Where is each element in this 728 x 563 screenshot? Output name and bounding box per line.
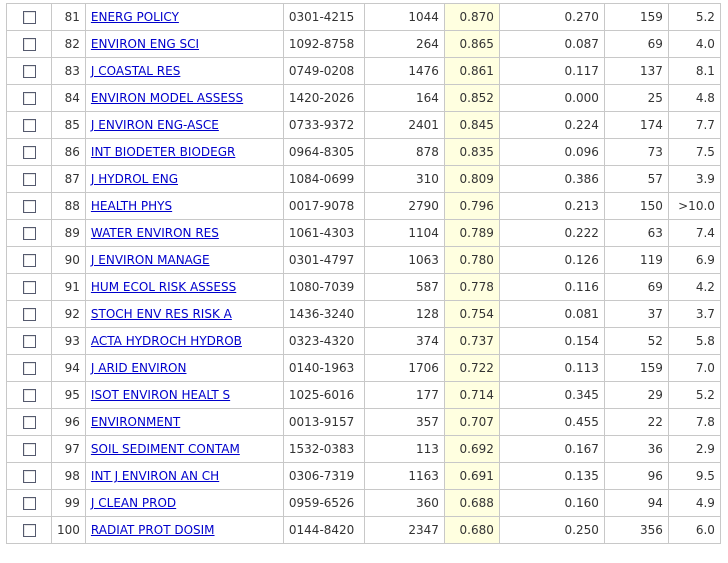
immediacy-index-cell: 0.081: [499, 301, 604, 328]
total-cites-cell: 357: [364, 409, 444, 436]
cited-half-life-cell: 5.2: [668, 382, 720, 409]
select-checkbox[interactable]: [23, 65, 36, 78]
issn-cell: 1532-0383: [283, 436, 364, 463]
select-checkbox[interactable]: [23, 335, 36, 348]
select-checkbox[interactable]: [23, 524, 36, 537]
articles-cell: 150: [604, 193, 668, 220]
total-cites-cell: 113: [364, 436, 444, 463]
journal-title-link[interactable]: INT J ENVIRON AN CH: [90, 469, 220, 483]
impact-factor-cell: 0.778: [444, 274, 499, 301]
select-cell: [7, 220, 52, 247]
table-row: [7, 382, 721, 409]
select-checkbox[interactable]: [23, 281, 36, 294]
cited-half-life-cell: 4.0: [668, 31, 720, 58]
cited-half-life-cell: 4.9: [668, 490, 720, 517]
articles-cell: 22: [604, 409, 668, 436]
immediacy-index-cell: 0.345: [499, 382, 604, 409]
select-checkbox[interactable]: [23, 497, 36, 510]
table-row: [7, 220, 721, 247]
cited-half-life-cell: 7.5: [668, 139, 720, 166]
immediacy-index-cell: 0.386: [499, 166, 604, 193]
rank-cell: 87: [52, 166, 86, 193]
immediacy-index-cell: 0.167: [499, 436, 604, 463]
impact-factor-cell: 0.780: [444, 247, 499, 274]
issn-cell: 0301-4215: [283, 4, 364, 31]
impact-factor-cell: 0.809: [444, 166, 499, 193]
table-row: [7, 193, 721, 220]
cited-half-life-cell: 6.9: [668, 247, 720, 274]
impact-factor-cell: 0.865: [444, 31, 499, 58]
impact-factor-cell: 0.870: [444, 4, 499, 31]
impact-factor-cell: 0.714: [444, 382, 499, 409]
table-row: [7, 490, 721, 517]
select-cell: [7, 355, 52, 382]
cited-half-life-cell: 8.1: [668, 58, 720, 85]
select-checkbox[interactable]: [23, 173, 36, 186]
select-cell: [7, 328, 52, 355]
cited-half-life-cell: 5.2: [668, 4, 720, 31]
select-cell: [7, 463, 52, 490]
table-row: [7, 409, 721, 436]
rank-cell: 96: [52, 409, 86, 436]
rank-cell: 91: [52, 274, 86, 301]
impact-factor-cell: 0.845: [444, 112, 499, 139]
issn-cell: 0323-4320: [283, 328, 364, 355]
select-cell: [7, 4, 52, 31]
immediacy-index-cell: 0.160: [499, 490, 604, 517]
journal-table-container: [6, 3, 721, 544]
total-cites-cell: 587: [364, 274, 444, 301]
cited-half-life-cell: 3.7: [668, 301, 720, 328]
journal-title-cell: [85, 166, 283, 193]
total-cites-cell: 1476: [364, 58, 444, 85]
rank-cell: 86: [52, 139, 86, 166]
cited-half-life-cell: 9.5: [668, 463, 720, 490]
rank-cell: 90: [52, 247, 86, 274]
journal-title-cell: [85, 31, 283, 58]
select-checkbox[interactable]: [23, 470, 36, 483]
journal-title-cell: [85, 85, 283, 112]
articles-cell: 25: [604, 85, 668, 112]
journal-title-link[interactable]: SOIL SEDIMENT CONTAM: [90, 442, 240, 456]
issn-cell: 0301-4797: [283, 247, 364, 274]
select-checkbox[interactable]: [23, 119, 36, 132]
rank-cell: 94: [52, 355, 86, 382]
total-cites-cell: 2790: [364, 193, 444, 220]
immediacy-index-cell: 0.222: [499, 220, 604, 247]
table-row: [7, 463, 721, 490]
cited-half-life-cell: 3.9: [668, 166, 720, 193]
select-cell: [7, 409, 52, 436]
journal-title-link[interactable]: J COASTAL RES: [90, 64, 181, 78]
select-cell: [7, 139, 52, 166]
articles-cell: 36: [604, 436, 668, 463]
select-cell: [7, 436, 52, 463]
journal-title-link[interactable]: J ENVIRON MANAGE: [90, 253, 210, 267]
immediacy-index-cell: 0.117: [499, 58, 604, 85]
articles-cell: 52: [604, 328, 668, 355]
articles-cell: 159: [604, 4, 668, 31]
cited-half-life-cell: 7.0: [668, 355, 720, 382]
total-cites-cell: 177: [364, 382, 444, 409]
issn-cell: 1092-8758: [283, 31, 364, 58]
table-row: [7, 139, 721, 166]
articles-cell: 69: [604, 274, 668, 301]
cited-half-life-cell: 5.8: [668, 328, 720, 355]
journal-title-cell: [85, 58, 283, 85]
immediacy-index-cell: 0.250: [499, 517, 604, 544]
articles-cell: 96: [604, 463, 668, 490]
select-checkbox[interactable]: [23, 11, 36, 24]
table-row: [7, 112, 721, 139]
impact-factor-cell: 0.688: [444, 490, 499, 517]
table-row: [7, 31, 721, 58]
immediacy-index-cell: 0.116: [499, 274, 604, 301]
journal-title-cell: [85, 436, 283, 463]
journal-title-link[interactable]: HUM ECOL RISK ASSESS: [90, 280, 237, 294]
total-cites-cell: 128: [364, 301, 444, 328]
rank-cell: 81: [52, 4, 86, 31]
journal-title-link[interactable]: ENVIRON MODEL ASSESS: [90, 91, 244, 105]
select-checkbox[interactable]: [23, 389, 36, 402]
table-row: [7, 274, 721, 301]
cited-half-life-cell: >10.0: [668, 193, 720, 220]
issn-cell: 0959-6526: [283, 490, 364, 517]
issn-cell: 1080-7039: [283, 274, 364, 301]
issn-cell: 1084-0699: [283, 166, 364, 193]
immediacy-index-cell: 0.224: [499, 112, 604, 139]
impact-factor-cell: 0.861: [444, 58, 499, 85]
select-cell: [7, 517, 52, 544]
cited-half-life-cell: 7.7: [668, 112, 720, 139]
select-checkbox[interactable]: [23, 416, 36, 429]
journal-title-cell: [85, 139, 283, 166]
rank-cell: 82: [52, 31, 86, 58]
select-checkbox[interactable]: [23, 146, 36, 159]
cited-half-life-cell: 7.4: [668, 220, 720, 247]
articles-cell: 29: [604, 382, 668, 409]
rank-cell: 88: [52, 193, 86, 220]
journal-title-link[interactable]: RADIAT PROT DOSIM: [90, 523, 215, 537]
immediacy-index-cell: 0.000: [499, 85, 604, 112]
select-cell: [7, 274, 52, 301]
rank-cell: 99: [52, 490, 86, 517]
journal-title-link[interactable]: INT BIODETER BIODEGR: [90, 145, 236, 159]
immediacy-index-cell: 0.087: [499, 31, 604, 58]
issn-cell: 0733-9372: [283, 112, 364, 139]
select-checkbox[interactable]: [23, 254, 36, 267]
issn-cell: 1061-4303: [283, 220, 364, 247]
select-checkbox[interactable]: [23, 200, 36, 213]
issn-cell: 0306-7319: [283, 463, 364, 490]
select-checkbox[interactable]: [23, 227, 36, 240]
journal-title-link[interactable]: J ARID ENVIRON: [90, 361, 187, 375]
journal-title-link[interactable]: J ENVIRON ENG-ASCE: [90, 118, 219, 132]
table-row: [7, 85, 721, 112]
total-cites-cell: 1063: [364, 247, 444, 274]
journal-title-cell: [85, 193, 283, 220]
journal-title-cell: [85, 382, 283, 409]
issn-cell: 0749-0208: [283, 58, 364, 85]
journal-title-link[interactable]: ENVIRONMENT: [90, 415, 181, 429]
issn-cell: 0013-9157: [283, 409, 364, 436]
select-cell: [7, 301, 52, 328]
journal-title-link[interactable]: ENVIRON ENG SCI: [90, 37, 199, 51]
rank-cell: 95: [52, 382, 86, 409]
total-cites-cell: 374: [364, 328, 444, 355]
total-cites-cell: 1044: [364, 4, 444, 31]
articles-cell: 94: [604, 490, 668, 517]
total-cites-cell: 2401: [364, 112, 444, 139]
journal-title-link[interactable]: ACTA HYDROCH HYDROB: [90, 334, 242, 348]
articles-cell: 159: [604, 355, 668, 382]
impact-factor-cell: 0.852: [444, 85, 499, 112]
articles-cell: 69: [604, 31, 668, 58]
immediacy-index-cell: 0.154: [499, 328, 604, 355]
journal-title-cell: [85, 409, 283, 436]
select-checkbox[interactable]: [23, 38, 36, 51]
articles-cell: 63: [604, 220, 668, 247]
immediacy-index-cell: 0.096: [499, 139, 604, 166]
journal-title-cell: [85, 355, 283, 382]
select-cell: [7, 166, 52, 193]
articles-cell: 137: [604, 58, 668, 85]
cited-half-life-cell: 7.8: [668, 409, 720, 436]
select-checkbox[interactable]: [23, 443, 36, 456]
articles-cell: 174: [604, 112, 668, 139]
select-cell: [7, 382, 52, 409]
rank-cell: 84: [52, 85, 86, 112]
total-cites-cell: 164: [364, 85, 444, 112]
journal-title-link[interactable]: J HYDROL ENG: [90, 172, 178, 186]
impact-factor-cell: 0.754: [444, 301, 499, 328]
journal-title-cell: [85, 301, 283, 328]
rank-cell: 100: [52, 517, 86, 544]
immediacy-index-cell: 0.455: [499, 409, 604, 436]
impact-factor-cell: 0.796: [444, 193, 499, 220]
cited-half-life-cell: 2.9: [668, 436, 720, 463]
total-cites-cell: 264: [364, 31, 444, 58]
journal-title-cell: [85, 247, 283, 274]
journal-title-cell: [85, 517, 283, 544]
immediacy-index-cell: 0.113: [499, 355, 604, 382]
journal-title-link[interactable]: J CLEAN PROD: [90, 496, 177, 510]
journal-title-link[interactable]: WATER ENVIRON RES: [90, 226, 219, 240]
select-checkbox[interactable]: [23, 362, 36, 375]
table-row: [7, 328, 721, 355]
journal-title-link[interactable]: STOCH ENV RES RISK A: [90, 307, 232, 321]
rank-cell: 98: [52, 463, 86, 490]
impact-factor-cell: 0.691: [444, 463, 499, 490]
table-row: [7, 355, 721, 382]
table-row: [7, 517, 721, 544]
immediacy-index-cell: 0.213: [499, 193, 604, 220]
journal-ranking-table: [6, 3, 721, 544]
journal-table-body: [7, 4, 721, 544]
articles-cell: 119: [604, 247, 668, 274]
journal-title-link[interactable]: ENERG POLICY: [90, 10, 179, 24]
total-cites-cell: 1104: [364, 220, 444, 247]
cited-half-life-cell: 4.2: [668, 274, 720, 301]
total-cites-cell: 878: [364, 139, 444, 166]
issn-cell: 1420-2026: [283, 85, 364, 112]
cited-half-life-cell: 4.8: [668, 85, 720, 112]
select-cell: [7, 31, 52, 58]
impact-factor-cell: 0.789: [444, 220, 499, 247]
impact-factor-cell: 0.680: [444, 517, 499, 544]
rank-cell: 89: [52, 220, 86, 247]
immediacy-index-cell: 0.135: [499, 463, 604, 490]
journal-title-cell: [85, 490, 283, 517]
articles-cell: 73: [604, 139, 668, 166]
total-cites-cell: 310: [364, 166, 444, 193]
immediacy-index-cell: 0.270: [499, 4, 604, 31]
cited-half-life-cell: 6.0: [668, 517, 720, 544]
rank-cell: 85: [52, 112, 86, 139]
rank-cell: 97: [52, 436, 86, 463]
total-cites-cell: 360: [364, 490, 444, 517]
table-row: [7, 166, 721, 193]
table-row: [7, 301, 721, 328]
rank-cell: 93: [52, 328, 86, 355]
select-cell: [7, 193, 52, 220]
select-cell: [7, 490, 52, 517]
issn-cell: 0144-8420: [283, 517, 364, 544]
journal-title-cell: [85, 220, 283, 247]
impact-factor-cell: 0.722: [444, 355, 499, 382]
select-cell: [7, 112, 52, 139]
rank-cell: 92: [52, 301, 86, 328]
journal-title-link[interactable]: HEALTH PHYS: [90, 199, 173, 213]
issn-cell: 1436-3240: [283, 301, 364, 328]
journal-title-cell: [85, 4, 283, 31]
select-checkbox[interactable]: [23, 92, 36, 105]
issn-cell: 0140-1963: [283, 355, 364, 382]
journal-title-cell: [85, 463, 283, 490]
select-cell: [7, 85, 52, 112]
table-row: [7, 4, 721, 31]
articles-cell: 356: [604, 517, 668, 544]
immediacy-index-cell: 0.126: [499, 247, 604, 274]
table-row: [7, 436, 721, 463]
impact-factor-cell: 0.692: [444, 436, 499, 463]
issn-cell: 0964-8305: [283, 139, 364, 166]
impact-factor-cell: 0.707: [444, 409, 499, 436]
journal-title-cell: [85, 112, 283, 139]
journal-title-link[interactable]: ISOT ENVIRON HEALT S: [90, 388, 231, 402]
rank-cell: 83: [52, 58, 86, 85]
table-row: [7, 58, 721, 85]
issn-cell: 0017-9078: [283, 193, 364, 220]
select-cell: [7, 58, 52, 85]
total-cites-cell: 1163: [364, 463, 444, 490]
issn-cell: 1025-6016: [283, 382, 364, 409]
impact-factor-cell: 0.835: [444, 139, 499, 166]
table-row: [7, 247, 721, 274]
articles-cell: 37: [604, 301, 668, 328]
select-checkbox[interactable]: [23, 308, 36, 321]
total-cites-cell: 2347: [364, 517, 444, 544]
journal-title-cell: [85, 274, 283, 301]
articles-cell: 57: [604, 166, 668, 193]
total-cites-cell: 1706: [364, 355, 444, 382]
impact-factor-cell: 0.737: [444, 328, 499, 355]
select-cell: [7, 247, 52, 274]
journal-title-cell: [85, 328, 283, 355]
